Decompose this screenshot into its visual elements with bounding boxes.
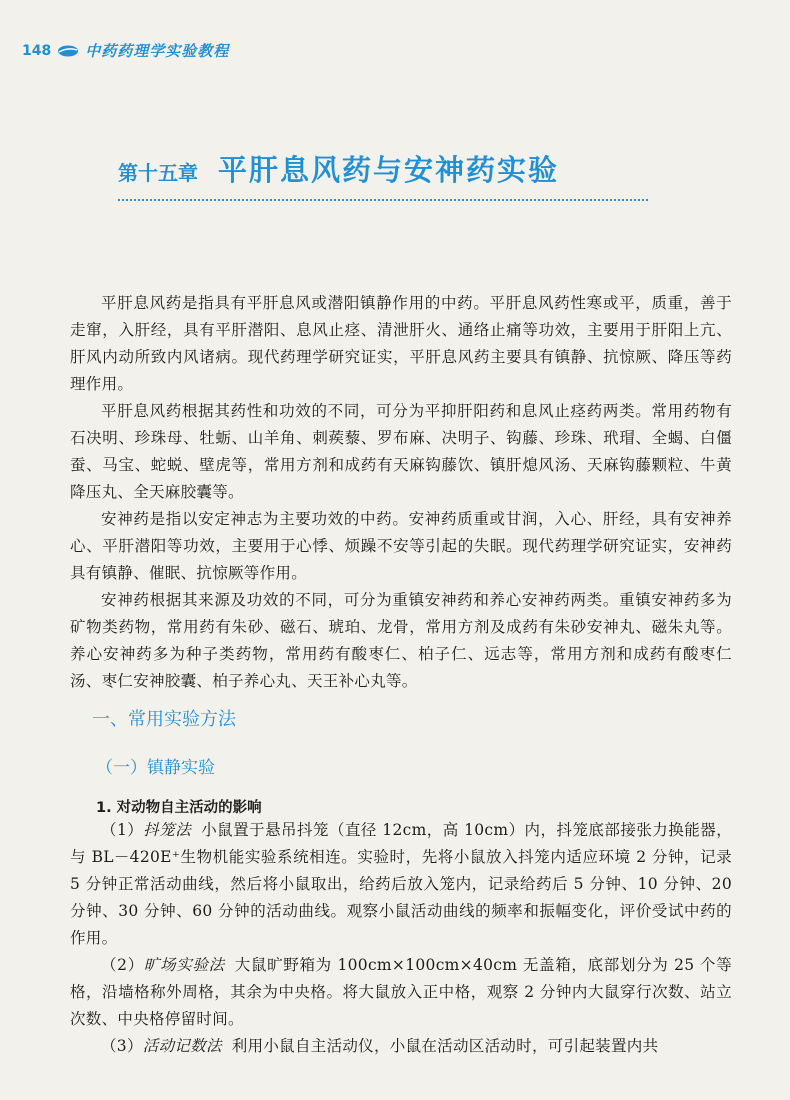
method-name: 活动记数法 [142, 1037, 222, 1055]
method-label: （2） [101, 956, 144, 974]
chapter-number: 第十五章 [118, 161, 198, 185]
leaf-icon [57, 44, 79, 58]
paragraph: 平肝息风药是指具有平肝息风或潜阳镇静作用的中药。平肝息风药性寒或平，质重，善于走窜，入肝经，具有平肝潜阳、息风止痉、清泄肝火、通络止痛等功效，主要用于肝阳上亢、肝风内动所致内风诸病。现代药理学研究证实，平肝息风药主要具有镇静、抗惊厥、降压等药理作用。 [70, 294, 732, 393]
chapter-title [118, 148, 648, 201]
method-name: 旷场实验法 [143, 956, 225, 974]
paragraph: 平肝息风药根据其药性和功效的不同，可分为平抑肝阳药和息风止痉药两类。常用药物有石决明、珍珠母、牡蛎、山羊角、刺蒺藜、罗布麻、决明子、钩藤、珍珠、玳瑁、全蝎、白僵蚕、马宝、蛇蜕、壁虎等，常用方剂和成药有天麻钩藤饮、镇肝熄风汤、天麻钩藤颗粒、牛黄降压丸、全天麻胶囊等。 [70, 402, 732, 501]
method-paragraph [70, 952, 732, 1033]
page-number: 148 [22, 42, 52, 59]
method-paragraph [70, 817, 732, 952]
method-text: 利用小鼠自主活动仪，小鼠在活动区活动时，可引起装置内共 [231, 1037, 659, 1055]
method-name: 抖笼法 [143, 821, 192, 839]
paragraph: 安神药根据其来源及功效的不同，可分为重镇安神药和养心安神药两类。重镇安神药多为矿物类药物，常用药有朱砂、磁石、琥珀、龙骨，常用方剂及成药有朱砂安神丸、磁朱丸等。养心安神药多为种子类药物，常用药有酸枣仁、柏子仁、远志等，常用方剂和成药有酸枣仁汤、枣仁安神胶囊、柏子养心丸、天王补心丸等。 [70, 591, 732, 690]
method-text: 大鼠旷野箱为 100cm×100cm×40cm 无盖箱，底部划分为 25 个等格，沿墙格称外周格，其余为中央格。将大鼠放入正中格，观察 2 分钟内大鼠穿行次数、站立次数、中央格停留时间。 [70, 956, 732, 1028]
method-label: （3） [101, 1037, 143, 1055]
method-text: 小鼠置于悬吊抖笼（直径 12cm，高 10cm）内，抖笼底部接张力换能器，与 BL－420E⁺生物机能实验系统相连。实验时，先将小鼠放入抖笼内适应环境 2 分钟，记录 5 分钟正常活动曲线，然后将小鼠取出，给药后放入笼内，记录给药后 5 分钟、10 分钟、20 分钟、30 分钟、60 分钟的活动曲线。观察小鼠活动曲线的频率和振幅变化，评价受试中药的作用。 [70, 821, 732, 947]
paragraph: 安神药是指以安定神志为主要功效的中药。安神药质重或甘润，入心、肝经，具有安神养心、平肝潜阳等功效，主要用于心悸、烦躁不安等引起的失眠。现代药理学研究证实，安神药具有镇静、催眠、抗惊厥等作用。 [70, 510, 732, 582]
chapter-name: 平肝息风药与安神药实验 [218, 153, 560, 187]
subsection-heading: （一）镇静实验 [96, 758, 215, 778]
item-heading: 1. 对动物自主活动的影响 [96, 800, 262, 816]
methods-text [70, 817, 732, 1060]
book-title: 中药药理学实验教程 [85, 42, 230, 60]
section-heading: 一、常用实验方法 [92, 709, 236, 730]
running-head [22, 40, 229, 61]
intro-text [70, 290, 732, 695]
method-label: （1） [101, 821, 144, 839]
method-paragraph [70, 1033, 732, 1060]
